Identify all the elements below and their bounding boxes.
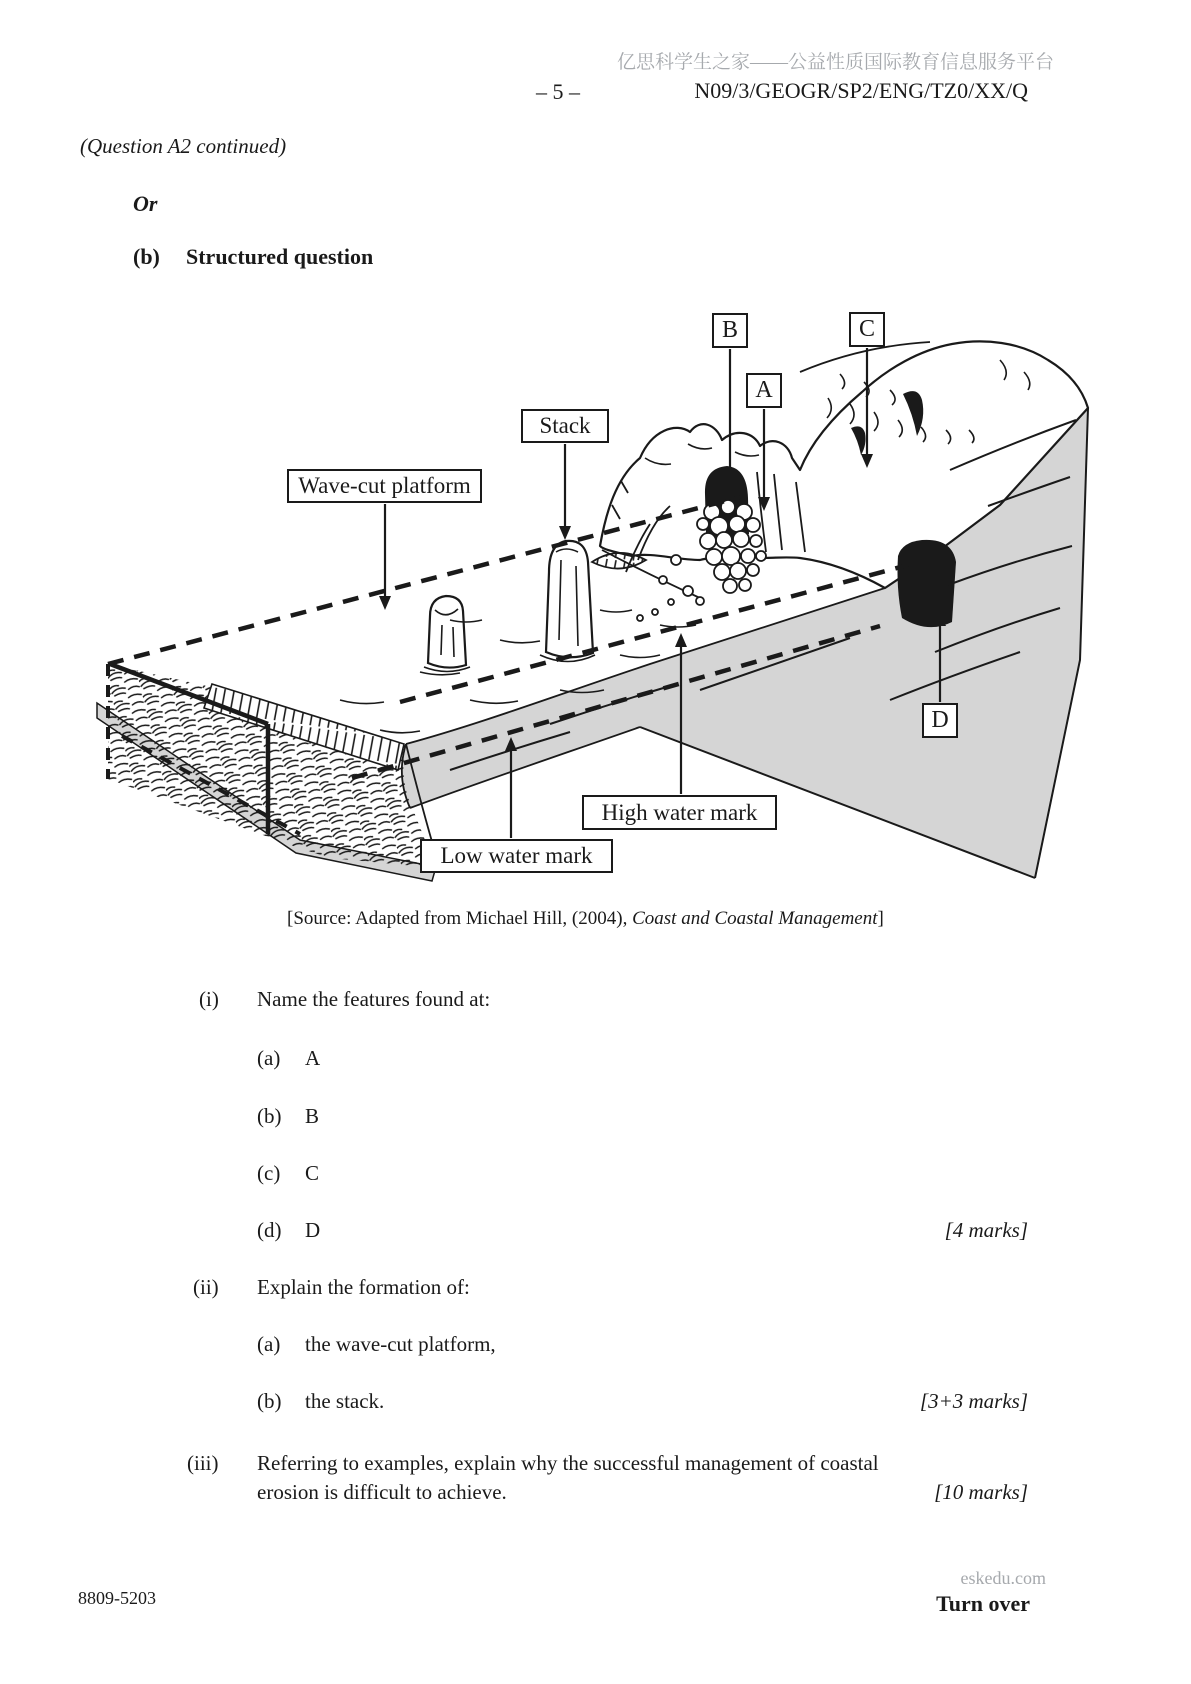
question-i-a-label: (a) [257, 1046, 281, 1070]
source-prefix: [Source: Adapted from Michael Hill, (2004), [287, 908, 633, 929]
label-low-water-mark-text: Low water mark [440, 843, 593, 868]
question-iii-text-line1: Referring to examples, explain why the successful management of coastal [257, 1451, 879, 1475]
question-ii-number: (ii) [193, 1275, 219, 1299]
question-i-b-label: (b) [257, 1104, 282, 1128]
source-caption [287, 908, 884, 929]
label-b-text: B [721, 317, 738, 343]
question-ii-a-label: (a) [257, 1332, 281, 1356]
label-box-stack [521, 409, 609, 443]
question-iii-marks: [10 marks] [934, 1480, 1028, 1504]
question-i-c-text: C [305, 1161, 320, 1185]
part-b-title: Structured question [186, 244, 374, 269]
footer-paper-number: 8809-5203 [78, 1588, 156, 1608]
question-continued-note: (Question A2 continued) [80, 134, 287, 158]
page-number: – 5 – [536, 79, 580, 104]
cave-opening [898, 540, 957, 627]
question-i-b-text: B [305, 1104, 320, 1128]
stack-tall [540, 541, 595, 662]
part-b-label: (b) [133, 244, 160, 269]
label-a-text: A [755, 377, 773, 403]
label-box-wave-cut-platform [287, 469, 482, 503]
coastal-landforms-diagram [85, 280, 1090, 888]
bottom-watermark: eskedu.com [960, 1568, 1046, 1588]
question-ii-b-label: (b) [257, 1389, 282, 1413]
top-watermark: 亿思科学生之家——公益性质国际教育信息服务平台 [617, 52, 1055, 73]
stack-stump [424, 596, 470, 672]
question-iii-number: (iii) [187, 1451, 219, 1475]
or-label: Or [133, 191, 158, 216]
question-ii-b-text: the stack. [305, 1389, 385, 1413]
question-ii-marks: [3+3 marks] [919, 1389, 1028, 1413]
label-box-a [746, 373, 782, 408]
question-i-c-label: (c) [257, 1161, 281, 1185]
question-i-marks: [4 marks] [944, 1218, 1028, 1242]
label-high-water-mark-text: High water mark [601, 799, 758, 825]
label-box-c [849, 312, 885, 347]
label-box-d [922, 703, 958, 738]
label-box-b [712, 313, 748, 348]
question-i-d-text: D [305, 1218, 321, 1242]
label-stack-text: Stack [539, 413, 591, 438]
question-ii-text: Explain the formation of: [257, 1275, 470, 1299]
paper-code: N09/3/GEOGR/SP2/ENG/TZ0/XX/Q [694, 78, 1028, 103]
source-title: Coast and Coastal Management [632, 908, 878, 929]
question-iii-text-line2: erosion is difficult to achieve. [257, 1480, 507, 1504]
label-d-text: D [931, 707, 949, 733]
question-i-number: (i) [199, 987, 219, 1011]
label-c-text: C [858, 316, 875, 342]
turn-over-label: Turn over [936, 1591, 1030, 1616]
question-i-text: Name the features found at: [257, 987, 491, 1011]
label-box-high-water-mark [582, 795, 777, 830]
source-suffix: ] [877, 908, 884, 929]
question-i-a-text: A [305, 1046, 321, 1070]
question-ii-a-text: the wave-cut platform, [305, 1332, 496, 1356]
label-box-low-water-mark [420, 839, 613, 873]
question-i-d-label: (d) [257, 1218, 282, 1242]
wireframe-top-dashed-line [108, 497, 740, 664]
label-wave-cut-platform-text: Wave-cut platform [298, 473, 471, 498]
